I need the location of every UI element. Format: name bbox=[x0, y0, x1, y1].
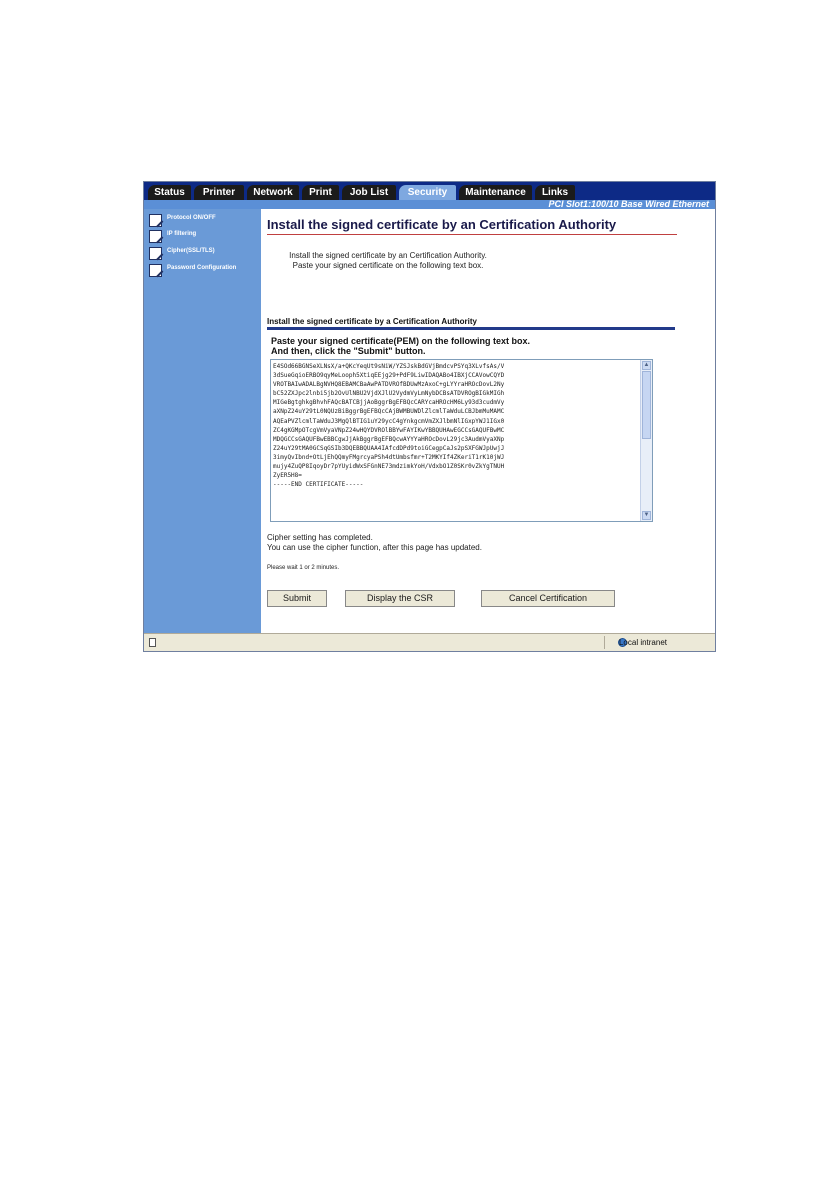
cancel-certification-button[interactable]: Cancel Certification bbox=[481, 590, 615, 607]
browser-window bbox=[143, 181, 716, 652]
scroll-thumb[interactable] bbox=[642, 371, 651, 439]
sidebar-item-label: Cipher(SSL/TLS) bbox=[167, 248, 215, 254]
edit-icon bbox=[149, 264, 162, 277]
page-title: Install the signed certificate by an Certification Authority bbox=[267, 217, 617, 232]
section-divider bbox=[267, 327, 675, 330]
tab-security[interactable]: Security bbox=[399, 185, 456, 200]
sidebar-item-label: Password Configuration bbox=[167, 265, 237, 271]
tab-links[interactable]: Links bbox=[535, 185, 575, 200]
status-message bbox=[267, 533, 527, 553]
sidebar-item-label: IP filtering bbox=[167, 231, 197, 237]
sidebar bbox=[144, 209, 261, 633]
tab-status[interactable]: Status bbox=[148, 185, 191, 200]
wait-note: Please wait 1 or 2 minutes. bbox=[267, 565, 340, 571]
sidebar-item-ip-filtering[interactable] bbox=[149, 230, 259, 244]
sidebar-item-protocol[interactable] bbox=[149, 214, 259, 228]
intro-text: Install the signed certificate by an Certification Authority. Paste your signed certificate on the following text box. bbox=[289, 251, 487, 270]
sidebar-item-cipher[interactable] bbox=[149, 247, 259, 261]
sidebar-item-password[interactable] bbox=[149, 264, 259, 282]
tab-print[interactable]: Print bbox=[302, 185, 339, 200]
edit-icon bbox=[149, 214, 162, 227]
status-line: Cipher setting has completed. bbox=[267, 533, 373, 542]
status-bar bbox=[144, 633, 715, 651]
title-divider bbox=[267, 234, 677, 235]
tab-maintenance[interactable]: Maintenance bbox=[459, 185, 532, 200]
certificate-text: E4SOd66BGNSeXLNsX/a+QKcYeqUt9sNiW/YZSJskBdGVjBmdcvPSYq3XLvfsAs/V 3dSueGqioERBO9qyMeLooph5XtiqEEjg29+PdF9LiwIDAQABo4IBXjCCAVowCQYD VROTBAIwADALBgNVHQ8EBAMCBaAwPATDVROfBDUwMzAxoC+gLYYraHROcDovL2Ny bC52ZXJpc2lnbi5jb2OvUlNBU2VjdXJlU2VydmVyLmNybDCBsATDVROgBIGkMIGh MIGeBgtghkgBhvhFAQcBATCBjjAoBggrBgEFBQcCARYcaHROcHM6Ly93d3cudmVy aXNpZ24uY29tL0NQUzBiBggrBgEFBQcCAjBWMBUWDlZlcmlTaWduLCBJbmMuMAMC AQEaPVZlcmlTaWduJ3MgQlBTIG1uY29ycC4gYnkgcmVmZXJlbmNlIGxpYWJ1IGx0 ZC4gKGMpOTcgVmVyaVNpZ24wHQYDVROlBBYwFAYIKwYBBQUHAwEGCCsGAQUFBwMC MDQGCCsGAQUFBwEBBCgwJjAkBggrBgEFBQcwAYYYaHROcDovL29jc3AudmVyaXNp Z24uY29tMA0GCSqGSIb3DQEBBQUAA4IAfcdDPd9toiGCegpCaJs2pSXFGWJpUwjJ 3imyQvIbnd+OtLjEhQQmyFMgrcyaPSh4dtUmbsfmr+T2MKYIf4ZKeriT1rK10jWJ mujy4ZuQP8IqoyDr7pYUyidWxSFGnNE73mdzimkYoH/VdxbO1Z0SKr0vZkYgTNUH ZyER5H8= -----END CERTIFICATE----- bbox=[273, 363, 505, 489]
interface-slot-label: PCI Slot1:100/10 Base Wired Ethernet bbox=[548, 199, 709, 209]
page-icon bbox=[149, 638, 156, 647]
sidebar-item-label: Protocol ON/OFF bbox=[167, 215, 216, 221]
instructions bbox=[271, 336, 530, 356]
tab-network[interactable]: Network bbox=[247, 185, 299, 200]
status-line: You can use the cipher function, after this page has updated. bbox=[267, 543, 482, 552]
security-zone-label: Local intranet bbox=[618, 638, 667, 647]
submit-button[interactable]: Submit bbox=[267, 590, 327, 607]
edit-icon bbox=[149, 230, 162, 243]
status-separator bbox=[604, 636, 605, 649]
instruction-line: And then, click the "Submit" button. bbox=[271, 346, 426, 356]
display-csr-button[interactable]: Display the CSR bbox=[345, 590, 455, 607]
scroll-up-icon[interactable]: ▲ bbox=[643, 362, 650, 368]
scroll-down-icon[interactable]: ▼ bbox=[643, 512, 650, 518]
tab-printer[interactable]: Printer bbox=[194, 185, 244, 200]
tab-job-list[interactable]: Job List bbox=[342, 185, 396, 200]
content-area bbox=[261, 209, 715, 633]
section-heading: Install the signed certificate by a Certification Authority bbox=[267, 317, 477, 326]
edit-icon bbox=[149, 247, 162, 260]
instruction-line: Paste your signed certificate(PEM) on the following text box. bbox=[271, 336, 531, 346]
certificate-textarea[interactable] bbox=[270, 359, 653, 522]
vertical-scrollbar[interactable] bbox=[640, 360, 652, 521]
